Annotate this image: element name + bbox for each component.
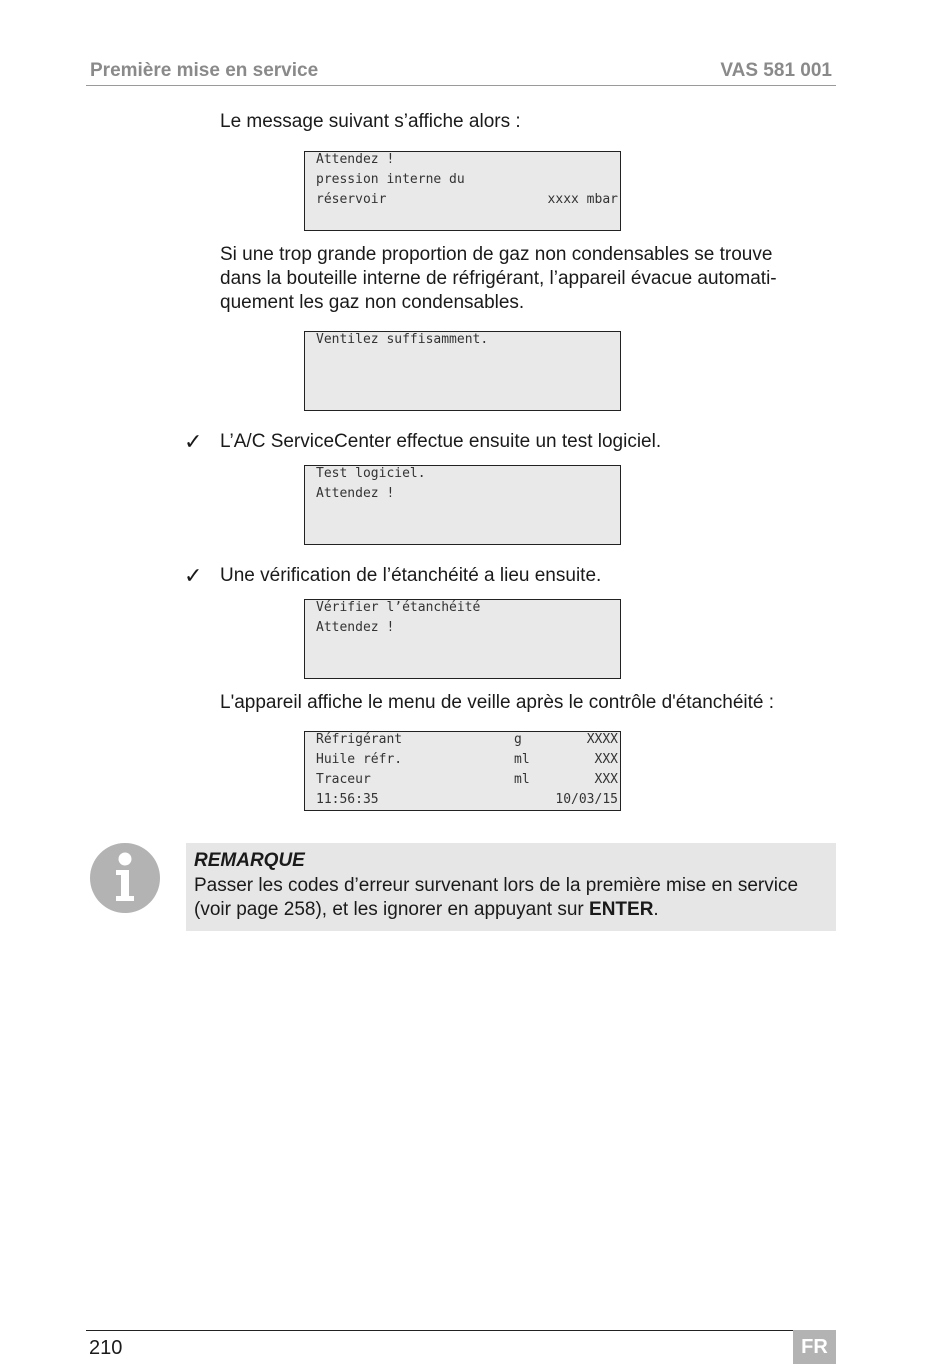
check-mark-icon: ✓: [184, 429, 203, 454]
lcd-pressure-value: xxxx mbar: [547, 192, 618, 207]
lcd-line: réservoir: [316, 192, 387, 207]
lcd-row-value: XXXX: [586, 732, 618, 747]
lcd-row-label: Traceur: [316, 772, 371, 787]
paragraph-line: Si une trop grande proportion de gaz non condensables se trouve: [220, 244, 773, 265]
lcd-row-label: Réfrigérant: [316, 732, 403, 747]
remark-line: Passer les codes d’erreur survenant lors de la première mise en service: [194, 875, 799, 896]
remark-text-part: (voir page 258), et les ignorer en appuyant sur: [194, 899, 590, 920]
remark-box: [186, 843, 836, 931]
lcd-display-standby-menu: [304, 731, 621, 811]
lcd-line: pression interne du: [316, 172, 465, 187]
paragraph-line: dans la bouteille interne de réfrigérant, l’appareil évacue automati-: [220, 268, 777, 289]
lcd-date: 10/03/15: [555, 792, 618, 807]
lcd-time: 11:56:35: [316, 792, 379, 807]
noncondensable-paragraph: [220, 243, 777, 315]
standby-paragraph: L'appareil affiche le menu de veille après le contrôle d'étanchéité :: [220, 692, 775, 713]
header-section-title: Première mise en service: [90, 60, 319, 81]
lcd-display-software-test: [304, 465, 621, 545]
lcd-row-value: XXX: [594, 772, 618, 787]
enter-key-label: ENTER: [589, 899, 654, 920]
header-product-code: VAS 581 001: [720, 60, 832, 81]
lcd-line: Vérifier l’étanchéité: [316, 600, 481, 615]
lcd-line: Attendez !: [316, 152, 395, 167]
page-number: 210: [89, 1337, 123, 1359]
leak-check-paragraph: Une vérification de l’étanchéité a lieu ensuite.: [220, 565, 602, 586]
lcd-display-ventilate: [304, 331, 621, 411]
lcd-display-pressure: [304, 151, 621, 231]
remark-title: REMARQUE: [194, 850, 305, 871]
check-mark-icon: ✓: [184, 563, 203, 588]
info-icon: [90, 843, 160, 913]
software-test-paragraph: L’A/C ServiceCenter effectue ensuite un test logiciel.: [220, 431, 662, 452]
paragraph-line: quement les gaz non condensables.: [220, 292, 525, 313]
lcd-row-label: Huile réfr.: [316, 752, 403, 767]
lcd-row-value: XXX: [594, 752, 618, 767]
remark-line: [194, 898, 834, 922]
language-badge: FR: [793, 1330, 836, 1364]
lcd-row-unit: ml: [514, 752, 530, 767]
lcd-line: Attendez !: [316, 620, 395, 635]
remark-text-part: .: [653, 899, 659, 920]
lcd-line: Test logiciel.: [316, 466, 426, 481]
lcd-row-unit: g: [514, 732, 522, 747]
footer-rule: [86, 1330, 836, 1331]
lcd-line: Attendez !: [316, 486, 395, 501]
lcd-row-unit: ml: [514, 772, 530, 787]
lcd-line: Ventilez suffisamment.: [316, 332, 489, 347]
lcd-display-leak-check: [304, 599, 621, 679]
intro-paragraph: Le message suivant s’affiche alors :: [220, 111, 521, 132]
header-rule: [86, 85, 836, 86]
remark-text: [194, 874, 834, 922]
